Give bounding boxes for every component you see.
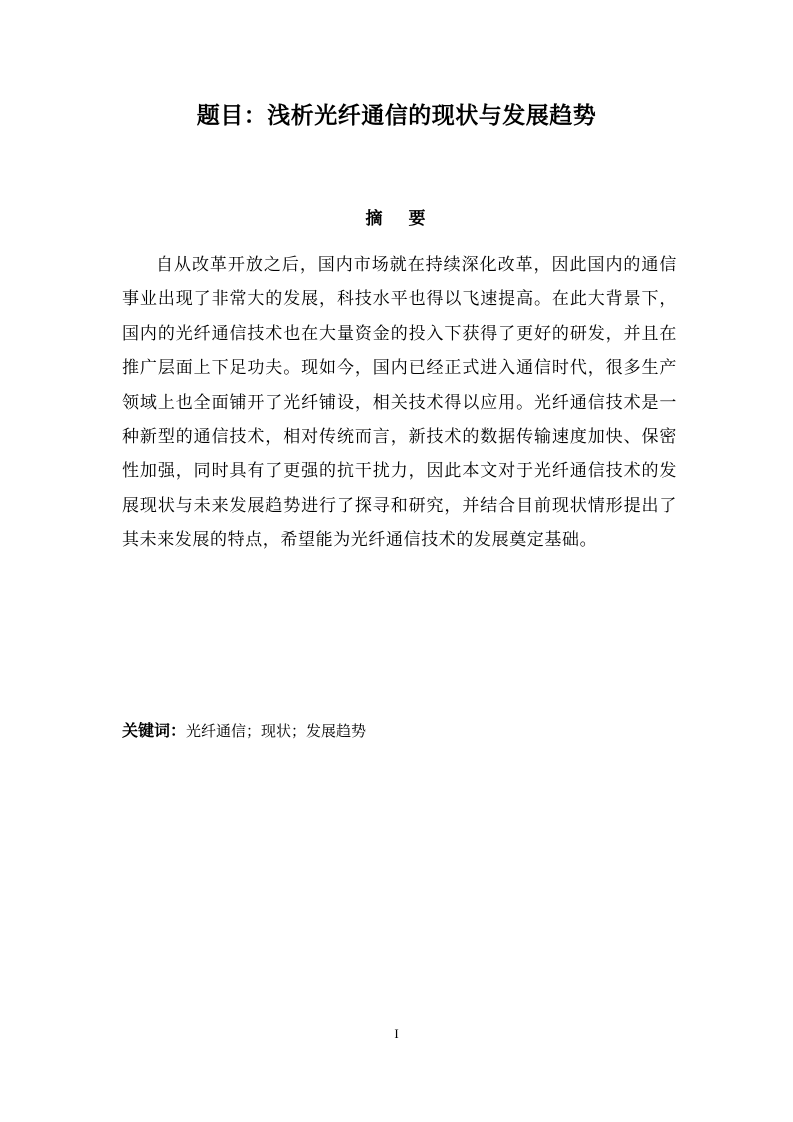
abstract-body: 自从改革开放之后，国内市场就在持续深化改革，因此国内的通信事业出现了非常大的发展，科技水平也得以飞速提高。在此大背景下，国内的光纤通信技术也在大量资金的投入下获得了更好的研发，并且在推广层面上下足功夫。现如今，国内已经正式进入通信时代，很多生产领域上也全面铺开了光纤铺设，相关技术得以应用。光纤通信技术是一种新型的通信技术，相对传统而言，新技术的数据传输速度加快、保密性加强，同时具有了更强的抗干扰力，因此本文对于光纤通信技术的发展现状与未来发展趋势进行了探寻和研究，并结合目前现状情形提出了其未来发展的特点，希望能为光纤通信技术的发展奠定基础。 — [122, 255, 677, 551]
keywords-line — [122, 718, 677, 744]
page-title: 题目：浅析光纤通信的现状与发展趋势 — [196, 103, 597, 129]
keywords-label: 关键词： — [122, 721, 187, 740]
keywords-value: 光纤通信；现状；发展趋势 — [186, 722, 367, 740]
abstract-heading: 摘 要 — [365, 209, 436, 229]
page-number: I — [394, 1026, 399, 1041]
